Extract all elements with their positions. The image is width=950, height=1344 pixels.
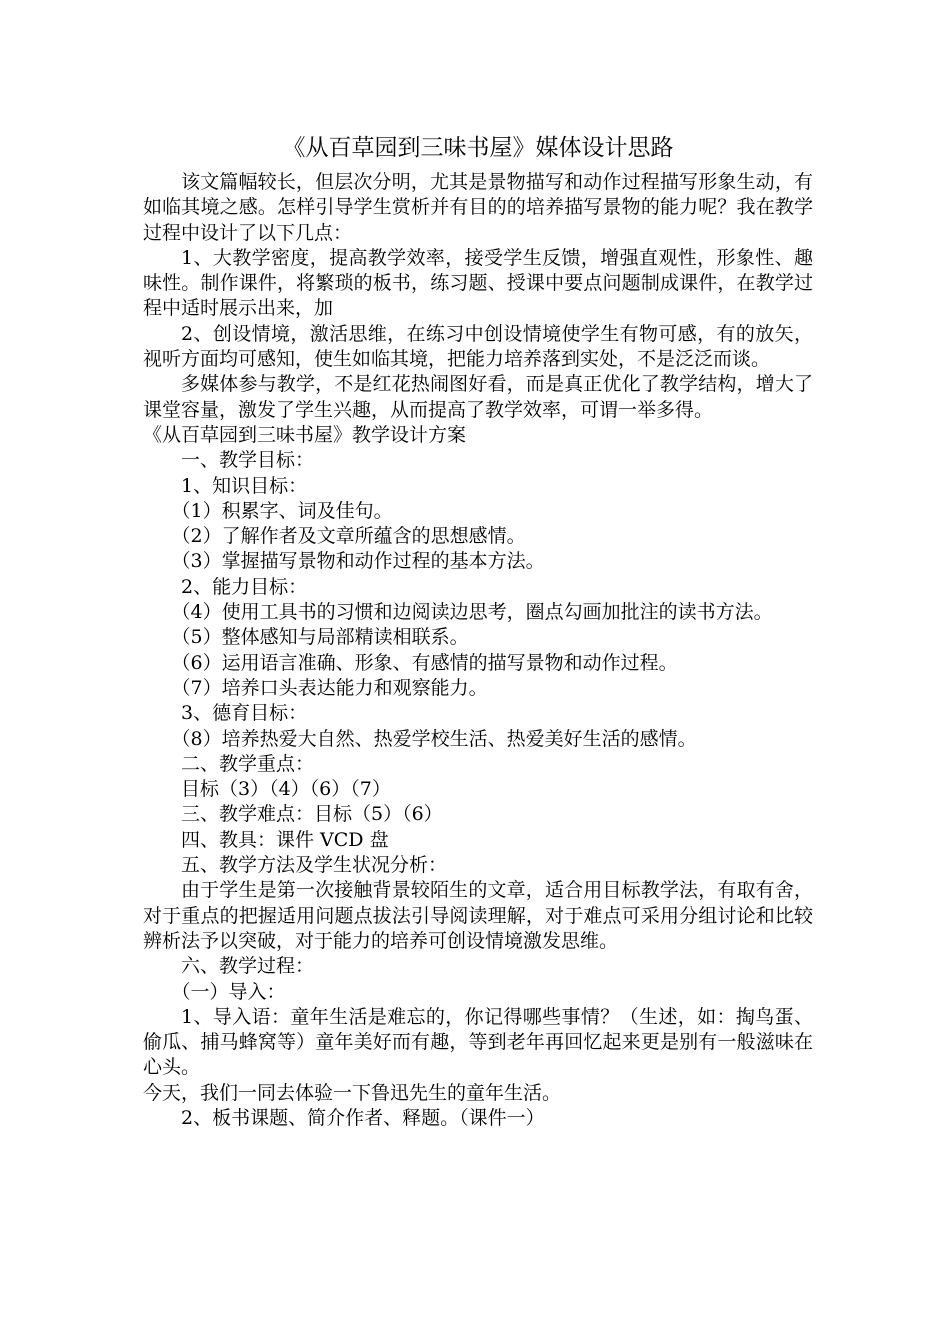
paragraph-key-targets: 目标（3）（4）（6）（7） — [181, 778, 391, 801]
document-title: 《从百草园到三味书屋》媒体设计思路 — [282, 135, 674, 161]
paragraph-intro-speech: 1、导入语：童年生活是难忘的，你记得哪些事情？（生述，如：掏鸟蛋、偷瓜、捕马蜂窝等）童年美好而有趣，等到老年再回忆起来更是别有一般滋味在心头。 — [143, 1005, 813, 1079]
heading-teaching-aids: 四、教具：课件 VCD 盘 — [181, 828, 389, 851]
paragraph-blackboard: 2、板书课题、简介作者、释题。（课件一） — [181, 1106, 545, 1129]
list-item-goal-4: （4）使用工具书的习惯和边阅读边思考，圈点勾画加批注的读书方法。 — [171, 601, 773, 624]
paragraph-point-2: 2、创设情境，激活思维，在练习中创设情境使学生有物可感，有的放矢，视听方面均可感知，使生如临其境，把能力培养落到实处，不是泛泛而谈。 — [143, 322, 813, 371]
heading-methods: 五、教学方法及学生状况分析： — [181, 854, 448, 877]
paragraph-methods: 由于学生是第一次接触背景较陌生的文章，适合用目标教学法，有取有舍，对于重点的把握适用问题点拔法引导阅读理解，对于难点可采用分组讨论和比较辨析法予以突破，对于能力的培养可创设情境激发思维。 — [143, 879, 813, 952]
heading-knowledge-goals: 1、知识目标： — [181, 474, 308, 497]
list-item-goal-6: （6）运用语言准确、形象、有感情的描写景物和动作过程。 — [171, 651, 678, 674]
list-item-goal-7: （7）培养口头表达能力和观察能力。 — [171, 676, 488, 699]
heading-introduction: （一）导入： — [171, 980, 286, 1003]
paragraph-intro: 该文篇幅较长，但层次分明，尤其是景物描写和动作过程描写形象生动，有如临其境之感。怎样引导学生赏析并有目的的培养描写景物的能力呢？我在教学过程中设计了以下几点： — [143, 171, 813, 244]
paragraph-point-1: 1、大教学密度，提高教学效率，接受学生反馈，增强直观性，形象性、趣味性。制作课件，将繁琐的板书，练习题、授课中要点问题制成课件，在教学过程中适时展示出来，加 — [143, 246, 813, 320]
list-item-goal-8: （8）培养热爱大自然、热爱学校生活、热爱美好生活的感情。 — [171, 727, 697, 750]
heading-key-points: 二、教学重点： — [181, 752, 315, 775]
heading-ability-goals: 2、能力目标： — [181, 575, 308, 598]
list-item-goal-5: （5）整体感知与局部精读相联系。 — [171, 626, 469, 649]
list-item-goal-3: （3）掌握描写景物和动作过程的基本方法。 — [171, 550, 545, 573]
section-heading-plan: 《从百草园到三味书屋》教学设计方案 — [143, 423, 467, 446]
document-page — [143, 130, 813, 1131]
list-item-goal-1: （1）积累字、词及佳句。 — [171, 499, 393, 522]
heading-difficulties: 三、教学难点：目标（5）（6） — [181, 803, 443, 826]
list-item-goal-2: （2）了解作者及文章所蕴含的思想感情。 — [171, 525, 526, 548]
paragraph-today: 今天，我们一同去体验一下鲁迅先生的童年生活。 — [143, 1081, 562, 1104]
heading-process: 六、教学过程： — [181, 955, 315, 978]
heading-teaching-goals: 一、教学目标： — [181, 449, 315, 472]
paragraph-summary: 多媒体参与教学，不是红花热闹图好看，而是真正优化了教学结构，增大了课堂容量，激发了学生兴趣，从而提高了教学效率，可谓一举多得。 — [143, 373, 813, 421]
heading-moral-goals: 3、德育目标： — [181, 702, 308, 725]
